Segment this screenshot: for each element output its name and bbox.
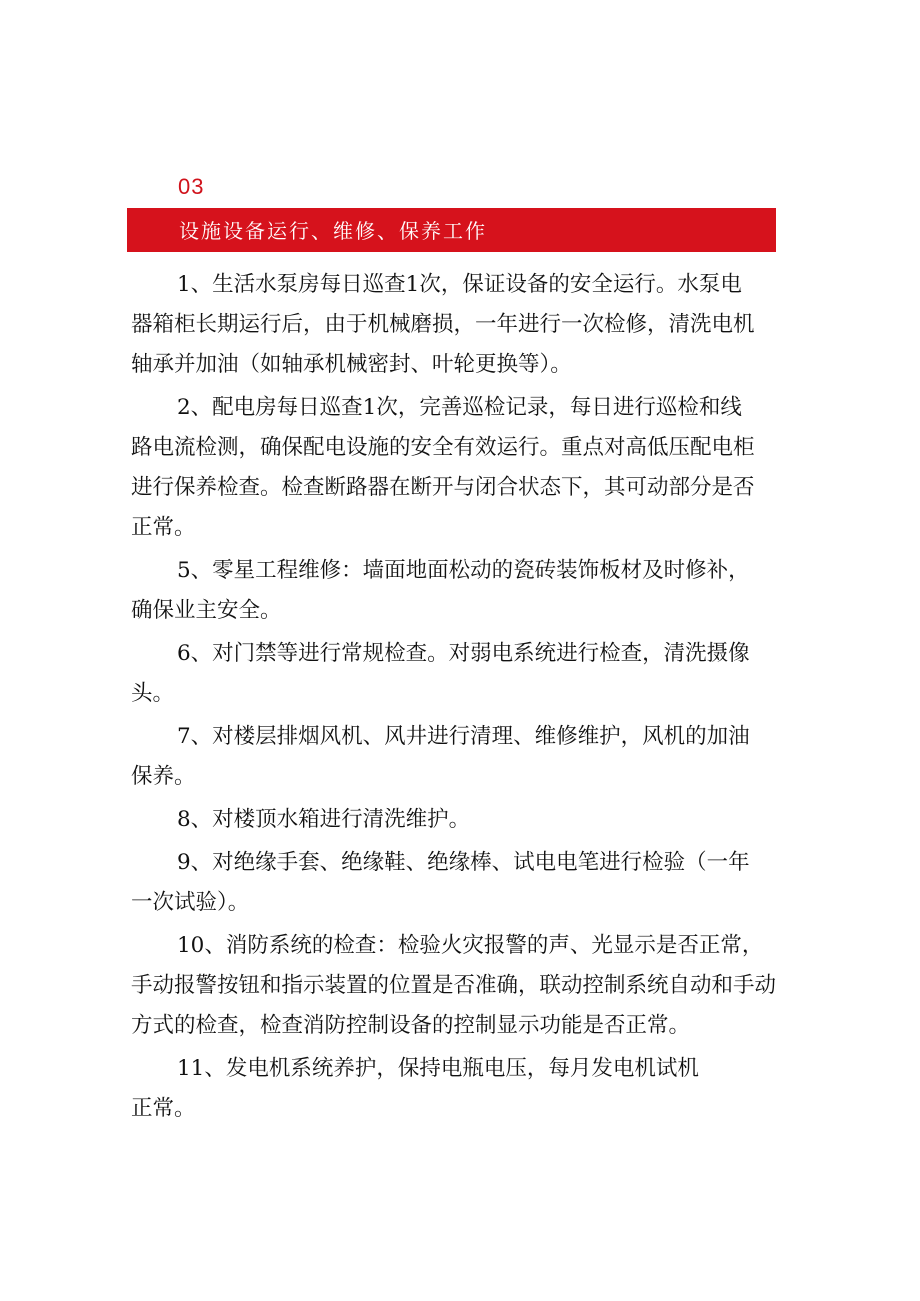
paragraph-line: 10、消防系统的检查：检验火灾报警的声、光显示是否正常，	[177, 933, 764, 958]
paragraph-11	[131, 1049, 776, 1129]
paragraph-10	[131, 926, 776, 1046]
section-banner	[127, 208, 776, 252]
paragraph-7	[131, 717, 776, 797]
paragraph-line: 正常。	[131, 515, 196, 540]
paragraph-line: 头。	[131, 681, 175, 706]
document-body	[131, 265, 776, 1132]
paragraph-line: 8、对楼顶水箱进行清洗维护。	[177, 807, 471, 832]
paragraph-line: 6、对门禁等进行常规检查。对弱电系统进行检查，清洗摄像	[177, 641, 750, 666]
paragraph-line: 手动报警按钮和指示装置的位置是否准确，联动控制系统自动和手动	[131, 973, 777, 998]
paragraph-line: 器箱柜长期运行后，由于机械磨损，一年进行一次检修，清洗电机	[131, 312, 755, 337]
paragraph-line: 进行保养检查。检查断路器在断开与闭合状态下，其可动部分是否	[131, 475, 755, 500]
paragraph-line: 1、生活水泵房每日巡查1次，保证设备的安全运行。水泵电	[177, 272, 742, 297]
section-title: 设施设备运行、维修、保养工作	[179, 219, 487, 243]
paragraph-line: 方式的检查，检查消防控制设备的控制显示功能是否正常。	[131, 1013, 691, 1038]
paragraph-line: 一次试验）。	[131, 890, 250, 915]
paragraph-line: 9、对绝缘手套、绝缘鞋、绝缘棒、试电电笔进行检验（一年	[177, 850, 750, 875]
paragraph-line: 7、对楼层排烟风机、风井进行清理、维修维护，风机的加油	[177, 724, 750, 749]
paragraph-6	[131, 634, 776, 714]
paragraph-2	[131, 388, 776, 548]
paragraph-line: 轴承并加油（如轴承机械密封、叶轮更换等）。	[131, 352, 572, 377]
paragraph-9	[131, 843, 776, 923]
paragraph-line: 路电流检测，确保配电设施的安全有效运行。重点对高低压配电柜	[131, 435, 755, 460]
paragraph-8	[131, 800, 776, 840]
paragraph-line: 保养。	[131, 764, 196, 789]
paragraph-line: 5、零星工程维修：墙面地面松动的瓷砖装饰板材及时修补，	[177, 558, 750, 583]
paragraph-line: 正常。	[131, 1096, 196, 1121]
paragraph-5	[131, 551, 776, 631]
paragraph-line: 确保业主安全。	[131, 598, 282, 623]
paragraph-1	[131, 265, 776, 385]
paragraph-line: 2、配电房每日巡查1次，完善巡检记录，每日进行巡检和线	[177, 395, 742, 420]
paragraph-line: 11、发电机系统养护，保持电瓶电压，每月发电机试机	[177, 1056, 699, 1081]
section-number: 03	[178, 174, 205, 199]
